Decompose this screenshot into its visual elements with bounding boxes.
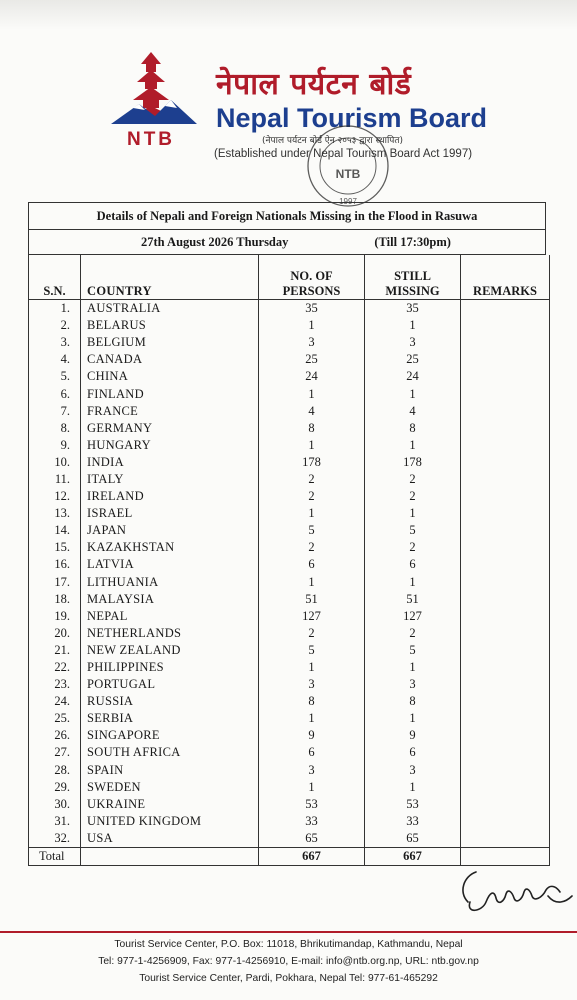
row-country: CANADA	[81, 351, 259, 368]
row-missing: 178	[365, 454, 461, 471]
row-country: NETHERLANDS	[81, 625, 259, 642]
row-missing: 6	[365, 744, 461, 761]
row-remarks	[461, 591, 550, 608]
table-row	[29, 591, 550, 608]
row-persons: 1	[259, 574, 365, 591]
report-title: Details of Nepali and Foreign Nationals Missing in the Flood in Rasuwa	[28, 202, 546, 229]
row-remarks	[461, 505, 550, 522]
row-remarks	[461, 830, 550, 848]
missing-persons-table	[28, 202, 546, 866]
row-country: CHINA	[81, 368, 259, 385]
row-country: FRANCE	[81, 403, 259, 420]
row-sn: 2.	[29, 317, 81, 334]
row-remarks	[461, 710, 550, 727]
row-sn: 26.	[29, 727, 81, 744]
footer-address: Tourist Service Center, P.O. Box: 11018, Bhrikutimandap, Kathmandu, Nepal	[114, 939, 463, 950]
row-country: BELARUS	[81, 317, 259, 334]
row-persons: 178	[259, 454, 365, 471]
row-remarks	[461, 659, 550, 676]
row-sn: 23.	[29, 676, 81, 693]
table-row	[29, 539, 550, 556]
row-missing: 33	[365, 813, 461, 830]
row-sn: 9.	[29, 437, 81, 454]
stamp-text: NTB	[335, 167, 361, 181]
row-sn: 19.	[29, 608, 81, 625]
table-row	[29, 744, 550, 761]
col-persons-line2: PERSONS	[282, 284, 341, 298]
row-remarks	[461, 351, 550, 368]
report-date: 27th August 2026 Thursday	[141, 234, 289, 249]
row-country: USA	[81, 830, 259, 848]
table-row	[29, 522, 550, 539]
row-country: HUNGARY	[81, 437, 259, 454]
total-missing: 667	[365, 848, 461, 866]
row-remarks	[461, 300, 550, 318]
row-missing: 1	[365, 385, 461, 402]
row-sn: 4.	[29, 351, 81, 368]
row-missing: 4	[365, 403, 461, 420]
row-remarks	[461, 317, 550, 334]
row-country: ISRAEL	[81, 505, 259, 522]
org-subtitle-nepali: (नेपाल पर्यटन बोर्ड ऐन २०५३ द्वारा स्थापित)	[262, 136, 404, 146]
row-missing: 5	[365, 522, 461, 539]
row-remarks	[461, 727, 550, 744]
table-row	[29, 727, 550, 744]
row-missing: 1	[365, 437, 461, 454]
footer-divider	[0, 931, 577, 933]
row-sn: 17.	[29, 574, 81, 591]
row-persons: 1	[259, 779, 365, 796]
row-remarks	[461, 762, 550, 779]
row-country: KAZAKHSTAN	[81, 539, 259, 556]
org-subtitle-english: (Established under Nepal Tourism Board Act 1997)	[214, 148, 473, 160]
row-remarks	[461, 454, 550, 471]
row-country: ITALY	[81, 471, 259, 488]
row-missing: 1	[365, 710, 461, 727]
row-missing: 3	[365, 676, 461, 693]
row-remarks	[461, 334, 550, 351]
row-sn: 7.	[29, 403, 81, 420]
footer-contact: Tel: 977-1-4256909, Fax: 977-1-4256910, E-mail: info@ntb.org.np, URL: ntb.gov.np	[98, 956, 479, 967]
row-country: PORTUGAL	[81, 676, 259, 693]
row-missing: 127	[365, 608, 461, 625]
total-country-empty	[81, 848, 259, 866]
row-sn: 13.	[29, 505, 81, 522]
row-country: FINLAND	[81, 385, 259, 402]
row-remarks	[461, 813, 550, 830]
table-row	[29, 830, 550, 848]
row-remarks	[461, 608, 550, 625]
row-sn: 29.	[29, 779, 81, 796]
data-table	[28, 255, 550, 866]
row-missing: 2	[365, 539, 461, 556]
row-missing: 25	[365, 351, 461, 368]
scan-shadow	[0, 0, 577, 30]
table-row	[29, 351, 550, 368]
row-persons: 1	[259, 505, 365, 522]
table-row	[29, 437, 550, 454]
row-remarks	[461, 796, 550, 813]
row-sn: 21.	[29, 642, 81, 659]
row-persons: 1	[259, 659, 365, 676]
row-country: IRELAND	[81, 488, 259, 505]
table-row	[29, 368, 550, 385]
row-persons: 33	[259, 813, 365, 830]
row-missing: 3	[365, 762, 461, 779]
row-remarks	[461, 642, 550, 659]
row-missing: 2	[365, 625, 461, 642]
row-missing: 1	[365, 317, 461, 334]
table-row	[29, 317, 550, 334]
table-row	[29, 385, 550, 402]
row-persons: 3	[259, 676, 365, 693]
row-missing: 1	[365, 659, 461, 676]
official-stamp	[294, 118, 402, 208]
row-persons: 24	[259, 368, 365, 385]
report-time-note: (Till 17:30pm)	[374, 234, 451, 249]
row-persons: 5	[259, 522, 365, 539]
row-missing: 2	[365, 488, 461, 505]
row-sn: 32.	[29, 830, 81, 848]
total-persons: 667	[259, 848, 365, 866]
row-remarks	[461, 385, 550, 402]
row-country: SERBIA	[81, 710, 259, 727]
row-country: SINGAPORE	[81, 727, 259, 744]
row-country: SPAIN	[81, 762, 259, 779]
col-persons-line1: NO. OF	[290, 269, 333, 283]
table-row	[29, 608, 550, 625]
row-country: UKRAINE	[81, 796, 259, 813]
row-remarks	[461, 539, 550, 556]
logo-text: NTB	[126, 129, 176, 150]
row-persons: 2	[259, 625, 365, 642]
row-country: NEPAL	[81, 608, 259, 625]
row-missing: 1	[365, 779, 461, 796]
col-missing-line2: MISSING	[385, 284, 440, 298]
row-sn: 16.	[29, 556, 81, 573]
row-persons: 4	[259, 403, 365, 420]
row-persons: 65	[259, 830, 365, 848]
row-sn: 6.	[29, 385, 81, 402]
row-remarks	[461, 676, 550, 693]
table-row	[29, 779, 550, 796]
row-remarks	[461, 437, 550, 454]
row-persons: 2	[259, 539, 365, 556]
row-missing: 1	[365, 505, 461, 522]
row-persons: 2	[259, 488, 365, 505]
row-persons: 1	[259, 385, 365, 402]
row-persons: 8	[259, 420, 365, 437]
row-persons: 1	[259, 710, 365, 727]
table-row	[29, 813, 550, 830]
row-persons: 6	[259, 556, 365, 573]
row-country: GERMANY	[81, 420, 259, 437]
signature	[452, 862, 574, 922]
row-remarks	[461, 744, 550, 761]
row-sn: 15.	[29, 539, 81, 556]
row-remarks	[461, 420, 550, 437]
col-persons	[259, 255, 365, 300]
row-country: INDIA	[81, 454, 259, 471]
row-country: SOUTH AFRICA	[81, 744, 259, 761]
row-sn: 12.	[29, 488, 81, 505]
row-persons: 1	[259, 437, 365, 454]
row-sn: 5.	[29, 368, 81, 385]
row-missing: 8	[365, 693, 461, 710]
table-row	[29, 625, 550, 642]
row-remarks	[461, 693, 550, 710]
row-persons: 5	[259, 642, 365, 659]
row-missing: 3	[365, 334, 461, 351]
row-sn: 11.	[29, 471, 81, 488]
row-sn: 22.	[29, 659, 81, 676]
row-missing: 8	[365, 420, 461, 437]
col-missing-line1: STILL	[394, 269, 431, 283]
row-sn: 8.	[29, 420, 81, 437]
table-row	[29, 642, 550, 659]
row-missing: 9	[365, 727, 461, 744]
row-sn: 31.	[29, 813, 81, 830]
row-remarks	[461, 488, 550, 505]
row-remarks	[461, 403, 550, 420]
table-row	[29, 574, 550, 591]
row-remarks	[461, 779, 550, 796]
table-row	[29, 420, 550, 437]
table-row	[29, 403, 550, 420]
row-missing: 24	[365, 368, 461, 385]
table-row	[29, 334, 550, 351]
table-row	[29, 710, 550, 727]
table-row	[29, 454, 550, 471]
row-sn: 28.	[29, 762, 81, 779]
row-remarks	[461, 471, 550, 488]
row-sn: 10.	[29, 454, 81, 471]
row-persons: 3	[259, 334, 365, 351]
table-row	[29, 300, 550, 318]
table-row	[29, 556, 550, 573]
table-row	[29, 693, 550, 710]
row-missing: 35	[365, 300, 461, 318]
row-persons: 1	[259, 317, 365, 334]
table-row	[29, 505, 550, 522]
row-country: UNITED KINGDOM	[81, 813, 259, 830]
row-sn: 18.	[29, 591, 81, 608]
ntb-logo	[105, 50, 197, 150]
row-persons: 3	[259, 762, 365, 779]
row-country: AUSTRALIA	[81, 300, 259, 318]
row-persons: 127	[259, 608, 365, 625]
row-country: LATVIA	[81, 556, 259, 573]
row-persons: 35	[259, 300, 365, 318]
row-missing: 6	[365, 556, 461, 573]
table-row	[29, 676, 550, 693]
row-sn: 30.	[29, 796, 81, 813]
row-missing: 2	[365, 471, 461, 488]
row-persons: 2	[259, 471, 365, 488]
row-country: SWEDEN	[81, 779, 259, 796]
row-persons: 51	[259, 591, 365, 608]
row-sn: 14.	[29, 522, 81, 539]
row-missing: 5	[365, 642, 461, 659]
row-remarks	[461, 522, 550, 539]
row-country: BELGIUM	[81, 334, 259, 351]
total-label: Total	[29, 848, 81, 866]
table-row	[29, 762, 550, 779]
col-sn: S.N.	[29, 255, 81, 300]
table-row	[29, 659, 550, 676]
row-persons: 53	[259, 796, 365, 813]
row-sn: 27.	[29, 744, 81, 761]
row-remarks	[461, 368, 550, 385]
org-name-nepali: नेपाल पर्यटन बोर्ड	[216, 67, 412, 102]
row-sn: 3.	[29, 334, 81, 351]
row-persons: 6	[259, 744, 365, 761]
row-country: LITHUANIA	[81, 574, 259, 591]
row-persons: 25	[259, 351, 365, 368]
col-country: COUNTRY	[81, 255, 259, 300]
row-sn: 25.	[29, 710, 81, 727]
org-name-english: Nepal Tourism Board	[216, 103, 488, 133]
row-sn: 20.	[29, 625, 81, 642]
header-row	[29, 255, 550, 300]
row-missing: 51	[365, 591, 461, 608]
footer-pokhara: Tourist Service Center, Pardi, Pokhara, Nepal Tel: 977-61-465292	[139, 973, 438, 984]
row-remarks	[461, 556, 550, 573]
row-remarks	[461, 574, 550, 591]
stamp-year: 1997	[339, 197, 357, 206]
row-sn: 24.	[29, 693, 81, 710]
row-missing: 65	[365, 830, 461, 848]
row-country: MALAYSIA	[81, 591, 259, 608]
row-remarks	[461, 625, 550, 642]
table-row	[29, 796, 550, 813]
col-missing	[365, 255, 461, 300]
row-persons: 8	[259, 693, 365, 710]
row-missing: 53	[365, 796, 461, 813]
row-country: PHILIPPINES	[81, 659, 259, 676]
col-remarks: REMARKS	[461, 255, 550, 300]
row-persons: 9	[259, 727, 365, 744]
row-country: RUSSIA	[81, 693, 259, 710]
row-country: NEW ZEALAND	[81, 642, 259, 659]
row-missing: 1	[365, 574, 461, 591]
report-date-row	[28, 229, 546, 255]
table-row	[29, 471, 550, 488]
row-sn: 1.	[29, 300, 81, 318]
row-country: JAPAN	[81, 522, 259, 539]
table-row	[29, 488, 550, 505]
